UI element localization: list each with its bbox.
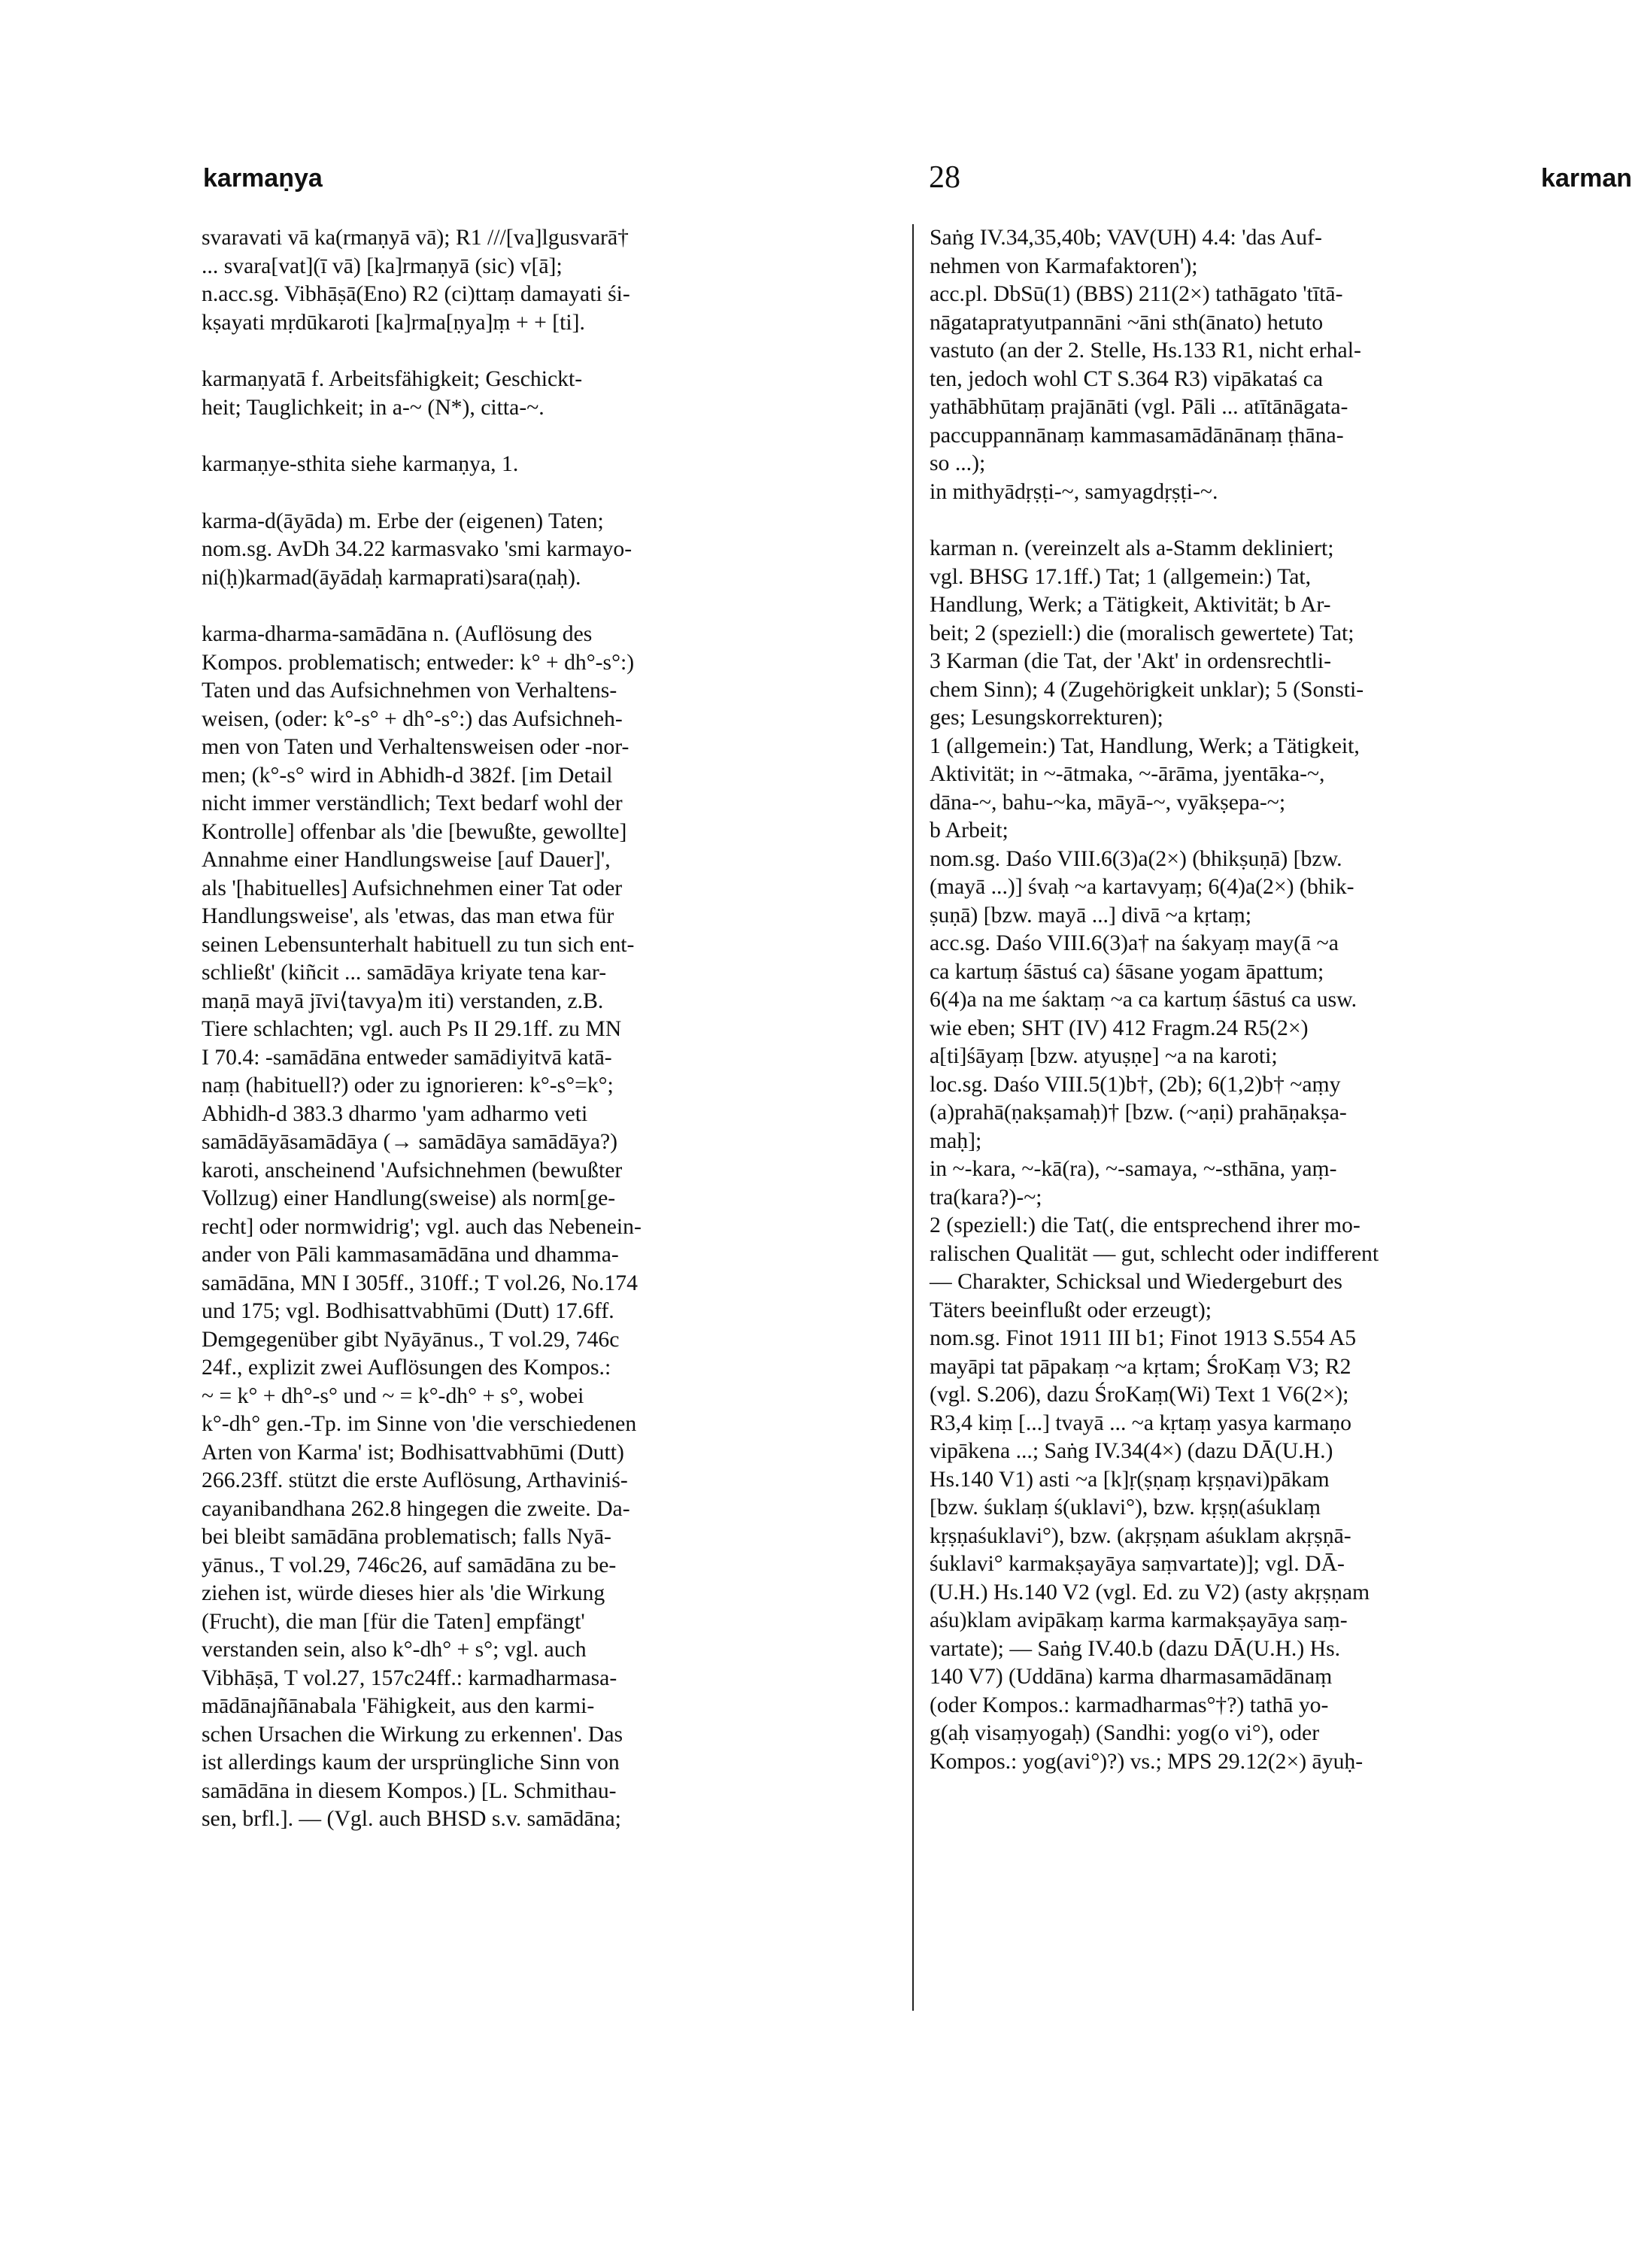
- text-line: acc.pl. DbSū(1) (BBS) 211(2×) tathāgato 'tītā-: [930, 282, 1343, 306]
- text-line: karoti, anscheinend 'Aufsichnehmen (bewußter: [202, 1158, 623, 1183]
- text-line: ander von Pāli kammasamādāna und dhamma-: [202, 1243, 619, 1267]
- text-line: nāgatapratyutpannāni ~āni sth(ānato) hetuto: [930, 310, 1324, 335]
- text-line: weisen, (oder: k°-s° + dh°-s°:) das Aufsichneh-: [202, 706, 623, 731]
- right-column: [930, 224, 1612, 1776]
- text-line: kṛṣṇaśuklavi°), bzw. (akṛṣṇam aśuklam akṛṣṇā-: [930, 1523, 1351, 1548]
- text-line: (Frucht), die man [für die Taten] empfängt': [202, 1609, 585, 1634]
- text-line: Vollzug) einer Handlung(sweise) als norm[ge-: [202, 1186, 616, 1210]
- running-head-left: karmaṇya: [203, 164, 323, 193]
- text-line: verstanden sein, also k°-dh° + s°; vgl. auch: [202, 1638, 587, 1662]
- text-line: 2 (speziell:) die Tat(, die entsprechend ihrer mo-: [930, 1213, 1361, 1237]
- text-line: R3,4 kiṃ [...] tvayā ... ~a kṛtaṃ yasya karmaṇo: [930, 1410, 1352, 1435]
- text-line: vgl. BHSG 17.1ff.) Tat; 1 (allgemein:) Tat,: [930, 564, 1312, 589]
- text-line: maḥ];: [930, 1128, 982, 1153]
- text-line: a[ti]śāyaṃ [bzw. atyuṣṇe] ~a na karoti;: [930, 1044, 1278, 1068]
- text-line: ten, jedoch wohl CT S.364 R3) vipākataś ca: [930, 366, 1324, 391]
- text-line: ṣuṇā) [bzw. mayā ...] divā ~a kṛtaṃ;: [930, 903, 1251, 928]
- text-line: (U.H.) Hs.140 V2 (vgl. Ed. zu V2) (asty akṛṣṇam: [930, 1580, 1370, 1605]
- text-line: Vibhāṣā, T vol.27, 157c24ff.: karmadharmasa-: [202, 1665, 617, 1690]
- left-column: [202, 224, 878, 1834]
- text-line: 3 Karman (die Tat, der 'Akt' in ordensrechtli-: [930, 649, 1332, 673]
- text-line: wie eben; SHT (IV) 412 Fragm.24 R5(2×): [930, 1016, 1309, 1040]
- entry-gap: [202, 479, 878, 508]
- text-line: vartate); — Saṅg IV.40.b (dazu DĀ(U.H.) Hs.: [930, 1636, 1341, 1661]
- entry-gap: [202, 592, 878, 621]
- text-line: Taten und das Aufsichnehmen von Verhaltens-: [202, 679, 617, 703]
- text-line: n.acc.sg. Vibhāṣā(Eno) R2 (ci)ttaṃ damayati śi-: [202, 282, 630, 306]
- text-line: Täters beeinflußt oder erzeugt);: [930, 1298, 1212, 1322]
- text-line: yānus., T vol.29, 746c26, auf samādāna zu be-: [202, 1553, 617, 1577]
- text-line: seinen Lebensunterhalt habituell zu tun sich ent-: [202, 932, 635, 957]
- text-line: ralischen Qualität — gut, schlecht oder indifferent: [930, 1241, 1379, 1266]
- text-line: samādāna, MN I 305ff., 310ff.; T vol.26, No.174: [202, 1271, 638, 1295]
- text-line: schen Ursachen die Wirkung zu erkennen'. Das: [202, 1722, 623, 1747]
- text-line: Abhidh-d 383.3 dharmo 'yam adharmo veti: [202, 1101, 588, 1126]
- text-line: mayāpi tat pāpakaṃ ~a kṛtam; ŚroKaṃ V3; R2: [930, 1354, 1351, 1379]
- text-line: in mithyādṛṣṭi-~, samyagdṛṣṭi-~.: [930, 479, 1218, 504]
- text-line: śuklavi° karmakṣayāya saṃvartate)]; vgl. DĀ-: [930, 1552, 1345, 1576]
- text-line: nehmen von Karmafaktoren');: [930, 254, 1198, 278]
- text-line: 266.23ff. stützt die erste Auflösung, Arthaviniś-: [202, 1468, 628, 1492]
- text-line: (oder Kompos.: karmadharmas°†?) tathā yo-: [930, 1693, 1329, 1717]
- text-line: chem Sinn); 4 (Zugehörigkeit unklar); 5 (Sonsti-: [930, 677, 1364, 702]
- text-line: Arten von Karma' ist; Bodhisattvabhūmi (Dutt): [202, 1440, 624, 1465]
- text-line: loc.sg. Daśo VIII.5(1)b†, (2b); 6(1,2)b† ~aṃy: [930, 1072, 1341, 1097]
- text-line: svaravati vā ka(rmaṇyā vā); R1 ///[va]lgusvarā†: [202, 226, 629, 250]
- text-line: Kompos. problematisch; entweder: k° + dh°-s°:): [202, 650, 635, 675]
- text-line: ist allerdings kaum der ursprüngliche Sinn von: [202, 1750, 620, 1775]
- text-line: Demgegenüber gibt Nyāyānus., T vol.29, 746c: [202, 1327, 620, 1352]
- text-line: schließt' (kiñcit ... samādāya kriyate tena kar-: [202, 961, 607, 985]
- text-line: Tiere schlachten; vgl. auch Ps II 29.1ff. zu MN: [202, 1017, 622, 1041]
- text-line: cayanibandhana 262.8 hingegen die zweite. Da-: [202, 1496, 630, 1521]
- text-line: und 175; vgl. Bodhisattvabhūmi (Dutt) 17.6ff.: [202, 1299, 614, 1323]
- text-line: in ~-kara, ~-kā(ra), ~-samaya, ~-sthāna, yaṃ-: [930, 1157, 1337, 1181]
- text-line: sen, brfl.]. — (Vgl. auch BHSD s.v. samādāna;: [202, 1807, 621, 1831]
- text-line: samādāyāsamādāya (→ samādāya samādāya?): [202, 1130, 618, 1154]
- text-line: Kontrolle] offenbar als 'die [bewußte, gewollte]: [202, 819, 627, 844]
- text-line: Annahme einer Handlungsweise [auf Dauer]',: [202, 848, 611, 872]
- text-line: karma-d(āyāda) m. Erbe der (eigenen) Taten;: [202, 509, 604, 533]
- text-line: Kompos.: yog(avi°)?) vs.; MPS 29.12(2×) āyuḥ-: [930, 1749, 1364, 1774]
- text-line: men von Taten und Verhaltensweisen oder -nor-: [202, 735, 629, 759]
- text-line: (a)prahā(ṇakṣamaḥ)† [bzw. (~aṇi) prahāṇakṣa-: [930, 1101, 1347, 1125]
- text-line: naṃ (habituell?) oder zu ignorieren: k°-s°=k°;: [202, 1073, 614, 1098]
- column-divider: [912, 224, 914, 2011]
- text-line: nom.sg. Daśo VIII.6(3)a(2×) (bhikṣuṇā) [bzw.: [930, 846, 1342, 871]
- text-line: Hs.140 V1) asti ~a [k]ṛ(ṣṇaṃ kṛṣṇavi)pākam: [930, 1467, 1330, 1492]
- text-line: tra(kara?)-~;: [930, 1185, 1042, 1210]
- text-line: [bzw. śuklaṃ ś(uklavi°), bzw. kṛṣṇ(aśuklaṃ: [930, 1495, 1321, 1520]
- text-line: 24f., explizit zwei Auflösungen des Kompos.:: [202, 1356, 611, 1380]
- text-line: (vgl. S.206), dazu ŚroKaṃ(Wi) Text 1 V6(2×);: [930, 1383, 1349, 1407]
- text-line: karma-dharma-samādāna n. (Auflösung des: [202, 622, 593, 646]
- text-line: karmaṇyatā f. Arbeitsfähigkeit; Geschickt-: [202, 367, 583, 391]
- text-line: ca kartuṃ śāstuś ca) śāsane yogam āpattum;: [930, 959, 1324, 984]
- text-line: g(aḥ visaṃyogaḥ) (Sandhi: yog(o vi°), oder: [930, 1721, 1320, 1745]
- text-line: samādāna in diesem Kompos.) [L. Schmithau-: [202, 1778, 617, 1803]
- text-line: 6(4)a na me śaktaṃ ~a ca kartuṃ śāstuś ca usw.: [930, 988, 1357, 1012]
- text-line: men; (k°-s° wird in Abhidh-d 382f. [im Detail: [202, 763, 613, 788]
- running-head-right: karman: [1541, 164, 1632, 193]
- text-line: mādānajñānabala 'Fähigkeit, aus den karmi-: [202, 1694, 595, 1718]
- text-line: I 70.4: -samādāna entweder samādiyitvā katā-: [202, 1045, 612, 1070]
- text-line: ni(ḥ)karmad(āyādaḥ karmaprati)sara(ṇaḥ).: [202, 565, 581, 590]
- text-line: bei bleibt samādāna problematisch; falls Nyā-: [202, 1525, 611, 1549]
- text-line: nicht immer verständlich; Text bedarf wohl der: [202, 791, 623, 815]
- text-line: yathābhūtaṃ prajānāti (vgl. Pāli ... atītānāgata-: [930, 395, 1348, 419]
- text-line: Aktivität; in ~-ātmaka, ~-ārāma, jyentāka-~,: [930, 762, 1325, 786]
- entry-gap: [202, 422, 878, 451]
- page-number: 28: [929, 160, 960, 195]
- text-line: acc.sg. Daśo VIII.6(3)a† na śakyaṃ may(ā ~a: [930, 931, 1339, 955]
- text-line: 140 V7) (Uddāna) karma dharmasamādānaṃ: [930, 1665, 1333, 1689]
- text-line: beit; 2 (speziell:) die (moralisch gewertete) Tat;: [930, 621, 1354, 645]
- page-header: [203, 160, 1632, 209]
- text-line: ges; Lesungskorrekturen);: [930, 706, 1163, 730]
- text-line: vastuto (an der 2. Stelle, Hs.133 R1, nicht erhal-: [930, 339, 1361, 363]
- text-line: nom.sg. AvDh 34.22 karmasvako 'smi karmayo-: [202, 537, 632, 561]
- text-line: (mayā ...)] śvaḥ ~a kartavyaṃ; 6(4)a(2×) (bhik-: [930, 875, 1354, 899]
- text-line: Handlungsweise', als 'etwas, das man etwa für: [202, 904, 614, 928]
- text-line: als '[habituelles] Aufsichnehmen einer Tat oder: [202, 876, 623, 900]
- text-line: nom.sg. Finot 1911 III b1; Finot 1913 S.554 A5: [930, 1326, 1357, 1350]
- entry-gap: [202, 337, 878, 366]
- text-line: aśu)klam avipākaṃ karma karmakṣayāya saṃ-: [930, 1608, 1348, 1632]
- text-line: karmaṇye-sthita siehe karmaṇya, 1.: [202, 452, 519, 476]
- text-line: Handlung, Werk; a Tätigkeit, Aktivität; b Ar-: [930, 593, 1331, 617]
- text-line: recht] oder normwidrig'; vgl. auch das Nebenein-: [202, 1214, 642, 1239]
- text-line: — Charakter, Schicksal und Wiedergeburt des: [930, 1270, 1342, 1294]
- text-line: kṣayati mṛdūkaroti [ka]rma[ṇya]ṃ + + [ti].: [202, 310, 585, 335]
- text-line: ziehen ist, würde dieses hier als 'die Wirkung: [202, 1581, 605, 1605]
- text-line: dāna-~, bahu-~ka, māyā-~, vyākṣepa-~;: [930, 790, 1286, 815]
- text-line: b Arbeit;: [930, 818, 1009, 843]
- text-line: paccuppannānaṃ kammasamādānānaṃ ṭhāna-: [930, 423, 1344, 448]
- text-line: 1 (allgemein:) Tat, Handlung, Werk; a Tätigkeit,: [930, 733, 1360, 758]
- text-line: karman n. (vereinzelt als a-Stamm dekliniert;: [930, 536, 1334, 560]
- text-line: heit; Tauglichkeit; in a-~ (N*), citta-~.: [202, 395, 545, 420]
- text-line: ... svara[vat](ī vā) [ka]rmaṇyā (sic) v[ā];: [202, 254, 563, 278]
- text-line: so ...);: [930, 451, 986, 475]
- text-line: ~ = k° + dh°-s° und ~ = k°-dh° + s°, wobei: [202, 1383, 584, 1408]
- entry-gap: [930, 506, 1612, 535]
- text-line: k°-dh° gen.-Tp. im Sinne von 'die verschiedenen: [202, 1412, 637, 1436]
- text-line: Saṅg IV.34,35,40b; VAV(UH) 4.4: 'das Auf-: [930, 226, 1322, 250]
- text-line: vipākena ...; Saṅg IV.34(4×) (dazu DĀ(U.H.): [930, 1439, 1333, 1463]
- text-line: maṇā mayā jīvi⟨tavya⟩m iti) verstanden, z.B.: [202, 988, 604, 1013]
